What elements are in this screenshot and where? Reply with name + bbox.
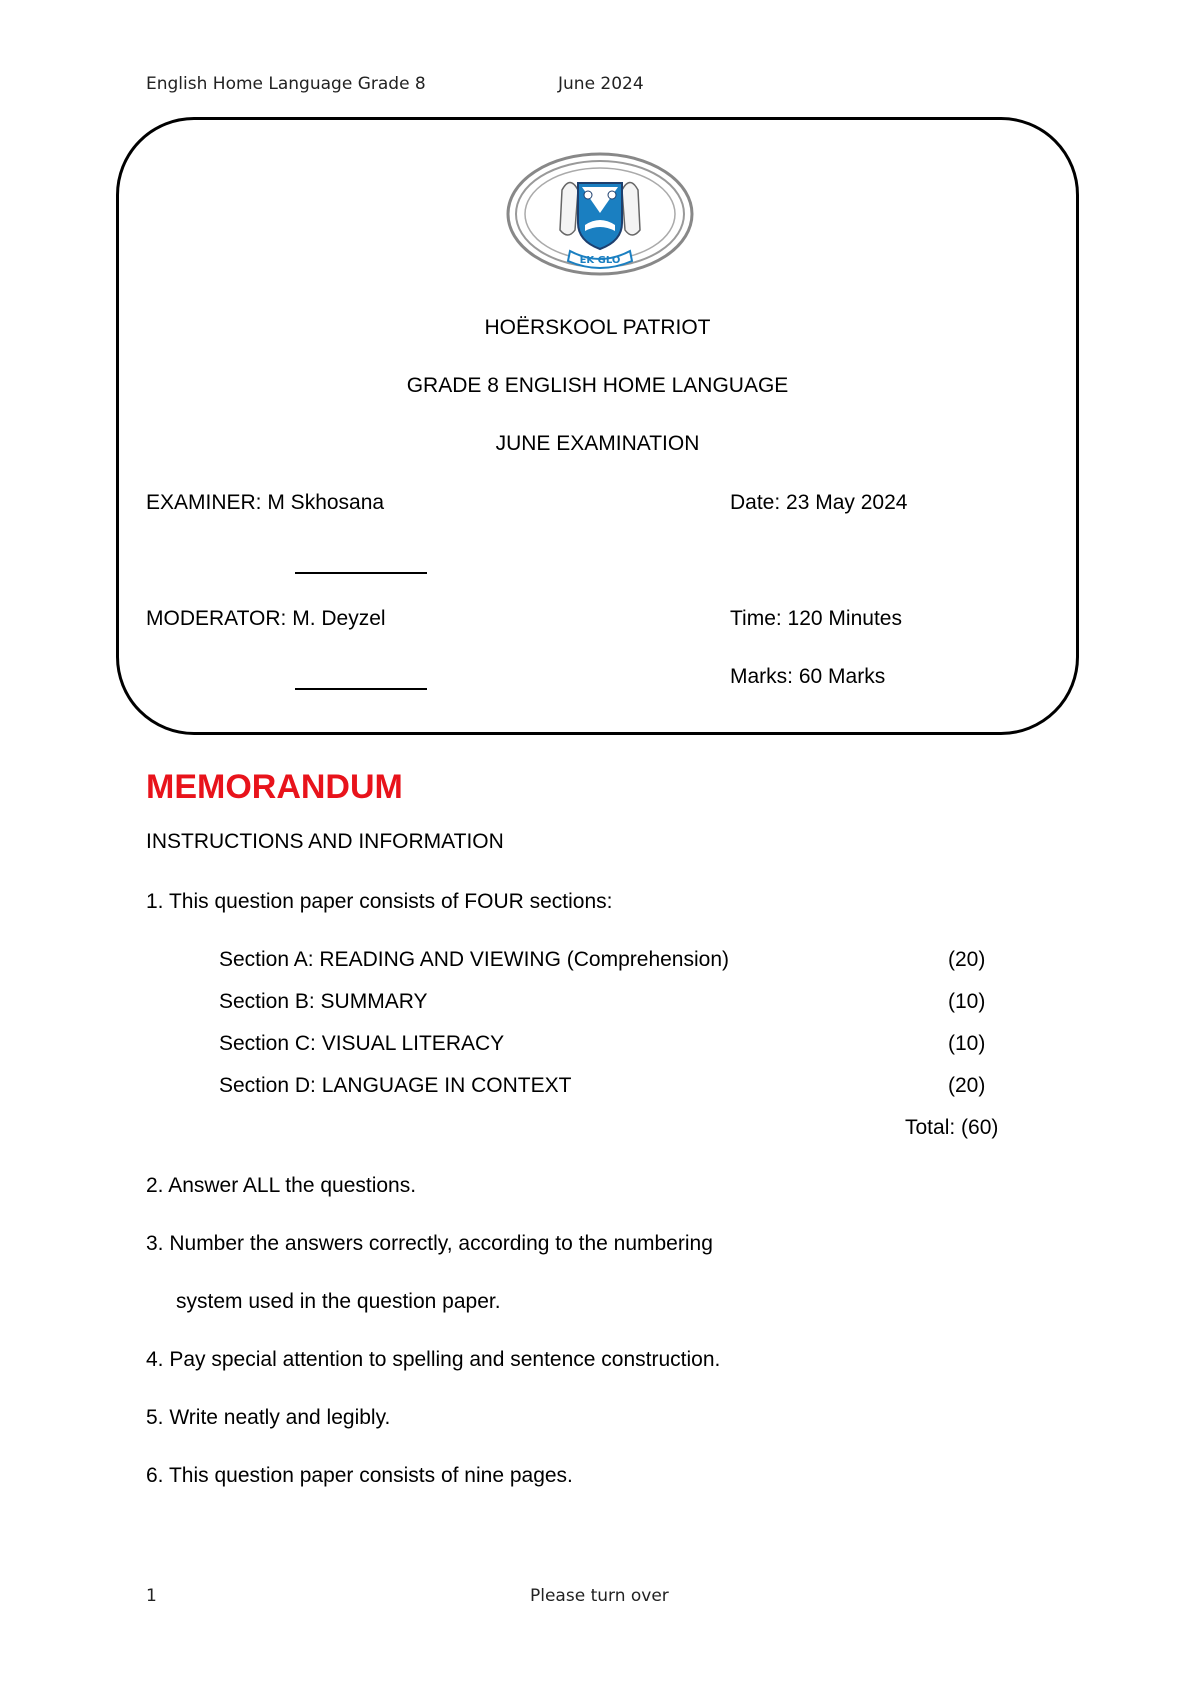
moderator: MODERATOR: M. Deyzel: [146, 607, 386, 630]
school-crest-logo: [490, 145, 710, 283]
page-number: 1: [146, 1586, 157, 1606]
logo-motto: EK GLO: [579, 255, 621, 266]
exam-date: Date: 23 May 2024: [730, 491, 908, 514]
exam-time: Time: 120 Minutes: [730, 607, 902, 630]
exam-marks: Marks: 60 Marks: [730, 665, 886, 688]
exam-title: JUNE EXAMINATION: [495, 432, 700, 455]
instruction-1: 1. This question paper consists of FOUR sections:: [146, 890, 613, 913]
footer-note: Please turn over: [530, 1586, 669, 1606]
examiner: EXAMINER: M Skhosana: [146, 491, 385, 514]
instruction-2: 2. Answer ALL the questions.: [146, 1174, 417, 1197]
section-a-label: Section A: READING AND VIEWING (Comprehension): [219, 948, 729, 971]
instruction-6: 6. This question paper consists of nine pages.: [146, 1464, 573, 1487]
school-name: HOËRSKOOL PATRIOT: [484, 316, 711, 339]
instructions-heading: INSTRUCTIONS AND INFORMATION: [146, 830, 504, 853]
instruction-4: 4. Pay special attention to spelling and sentence construction.: [146, 1348, 721, 1371]
examiner-signature-line: [295, 572, 427, 574]
section-d-marks: (20): [948, 1074, 986, 1097]
header-subject: English Home Language Grade 8: [146, 74, 426, 94]
instruction-3-continued: system used in the question paper.: [176, 1290, 501, 1313]
instruction-5: 5. Write neatly and legibly.: [146, 1406, 391, 1429]
memorandum-title: MEMORANDUM: [146, 768, 403, 806]
total-marks: Total: (60): [905, 1116, 999, 1139]
section-c-marks: (10): [948, 1032, 986, 1055]
instruction-3: 3. Number the answers correctly, according to the numbering: [146, 1232, 713, 1255]
header-date: June 2024: [558, 74, 644, 94]
grade-subject: GRADE 8 ENGLISH HOME LANGUAGE: [406, 374, 789, 397]
section-d-label: Section D: LANGUAGE IN CONTEXT: [219, 1074, 572, 1097]
moderator-signature-line: [295, 688, 427, 690]
section-c-label: Section C: VISUAL LITERACY: [219, 1032, 505, 1055]
section-b-label: Section B: SUMMARY: [219, 990, 428, 1013]
section-a-marks: (20): [948, 948, 986, 971]
section-b-marks: (10): [948, 990, 986, 1013]
